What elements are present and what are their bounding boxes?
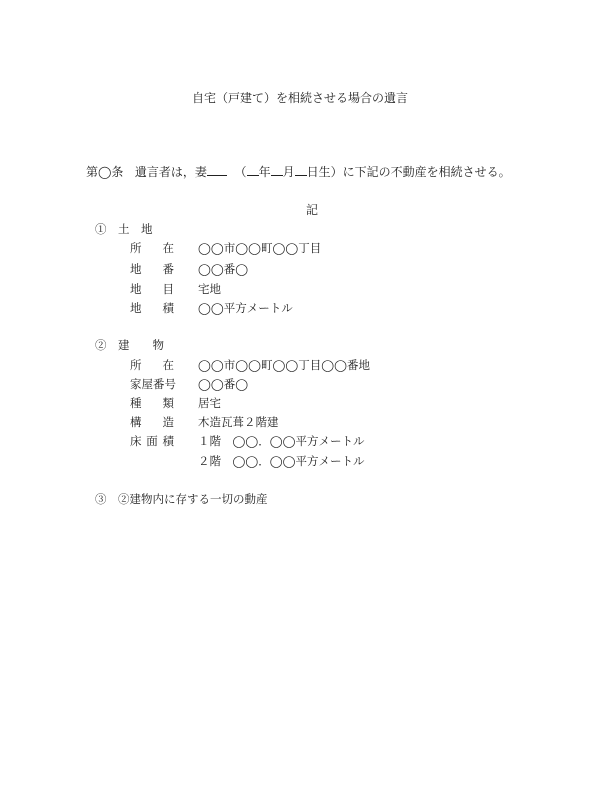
land-value-location: ◯◯市◯◯町◯◯丁目 — [198, 241, 322, 255]
land-label-lot-number: 地番 — [130, 262, 174, 276]
article-paren-open: （ — [234, 165, 247, 179]
movables-item: ③ ②建物内に存する一切の動産 — [95, 492, 268, 506]
article-number: 第◯条 — [86, 165, 124, 179]
building-heading: ② 建 物 — [95, 338, 164, 352]
land-label-category: 地目 — [130, 282, 174, 296]
land-heading: ① 土 地 — [95, 222, 153, 236]
building-value-floor-1: １階 ◯◯．◯◯平方メートル — [198, 434, 365, 448]
building-value-floor-2: ２階 ◯◯．◯◯平方メートル — [198, 454, 365, 468]
building-label-type: 種類 — [130, 396, 174, 410]
building-label-floor-area: 床面積 — [130, 434, 174, 448]
land-value-category: 宅地 — [198, 282, 221, 296]
blank-wife-name — [207, 164, 227, 176]
land-value-area: ◯◯平方メートル — [198, 301, 293, 315]
document-title: 自宅（戸建て）を相続させる場合の遺言 — [191, 91, 408, 105]
blank-year — [247, 164, 259, 176]
building-label-structure: 構造 — [130, 415, 174, 429]
building-value-location: ◯◯市◯◯町◯◯丁目◯◯番地 — [198, 358, 370, 372]
building-label-location: 所在 — [130, 358, 174, 372]
building-label-house-number: 家屋番号 — [130, 377, 176, 391]
land-label-area: 地積 — [130, 301, 174, 315]
article-text-end: 日生）に下記の不動産を相続させる。 — [306, 165, 511, 179]
building-value-type: 居宅 — [198, 396, 221, 410]
article-text-start: 遺言者は，妻 — [134, 165, 207, 179]
building-value-house-number: ◯◯番◯ — [198, 377, 249, 391]
ki-heading: 記 — [305, 203, 318, 217]
year-label: 年 — [258, 165, 271, 179]
building-value-structure: 木造瓦葺２階建 — [198, 415, 279, 429]
land-label-location: 所在 — [130, 241, 174, 255]
land-value-lot-number: ◯◯番◯ — [198, 262, 249, 276]
article-clause — [86, 164, 511, 178]
blank-day — [295, 164, 307, 176]
blank-month — [271, 164, 283, 176]
month-label: 月 — [282, 165, 295, 179]
